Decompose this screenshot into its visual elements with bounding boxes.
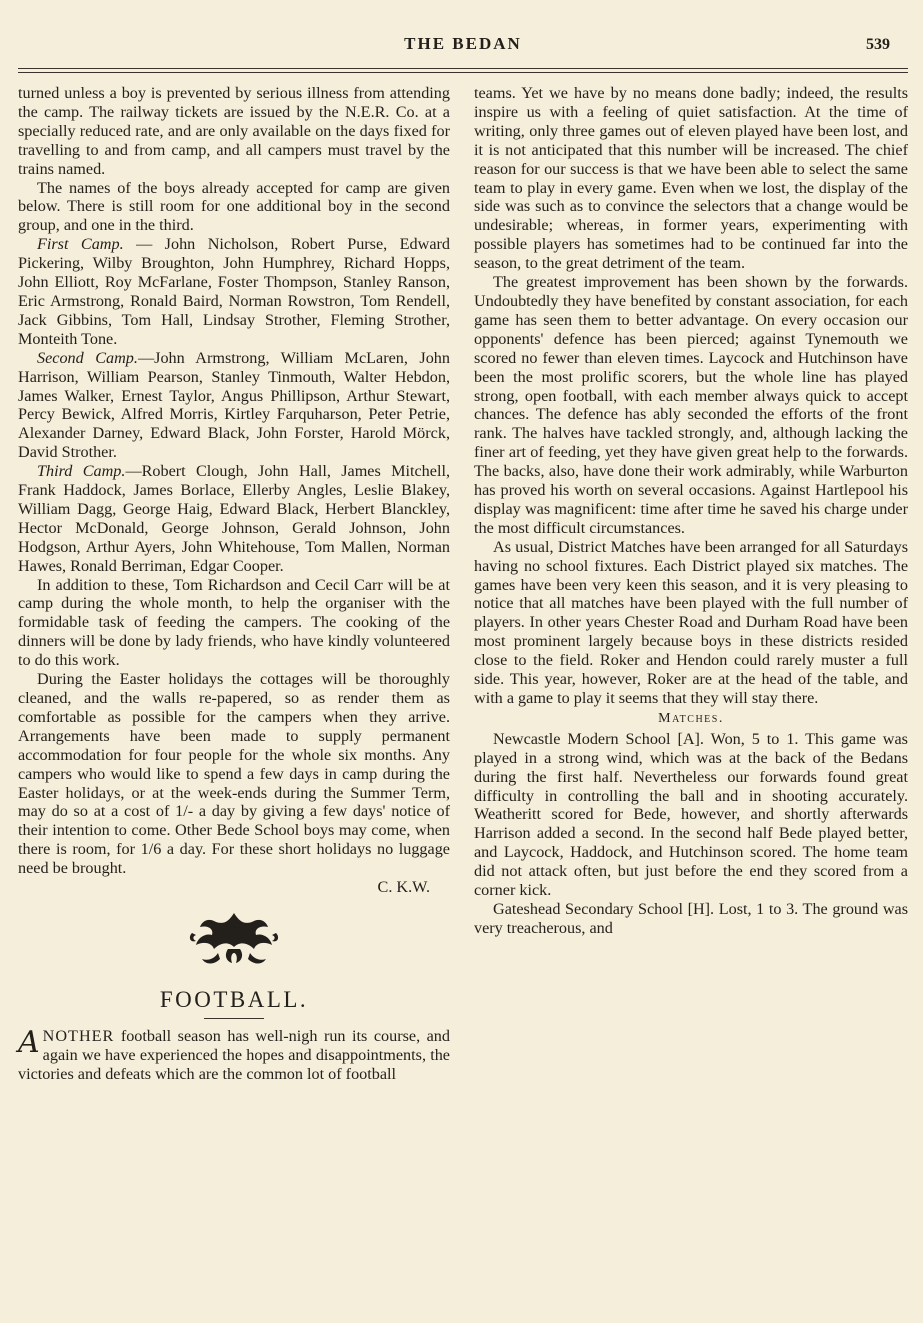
second-camp-names: —John Armstrong, William McLaren, John Harrison, William Pearson, Stanley Tinmouth, Walter Hebdon, James Walker, Ernest Taylor, Angus Phillipson, Arthur Stewart, Percy Bewick, Alfred Morris, Kirtley Farquharson, Peter Petrie, Alexander Darney, Edward Black, John Forster, Harold Mörck, David Strother.	[18, 348, 450, 462]
match-report-gateshead: Gateshead Secondary School [H]. Lost, 1 to 3. The ground was very treacherous, and	[474, 899, 908, 937]
first-camp-names: — John Nicholson, Robert Purse, Edward Pickering, Wilby Broughton, John Humphrey, Richard Hopps, John Elliott, Roy McFarlane, Foster Thompson, Stanley Ranson, Eric Armstrong, Ronald Baird, Norman Rowstron, Tom Rendell, Jack Gibbins, Tom Hall, Lindsay Strother, Fleming Strother, Monteith Tone.	[18, 235, 450, 348]
forwards-paragraph: The greatest improvement has been shown by the forwards. Undoubtedly they have benefited by constant association, for each game has seen them to better advantage. On every occasion our opponents' defence has been pierced; against Tynemouth we scored no fewer than eleven times. Laycock and Hutchinson have been the most prolific scorers, but the whole line has played strong, open football, with each member always quick to accept chances. The defence has ably seconded the efforts of the front rank. The halves have tackled strongly, and, although lacking the finer art of feeding, yet they have given great help to the forwards. The backs, also, have done their work admirably, while Warburton has proved his worth on several occasions. Against Hartlepool his display was magnificent: time after time he saved his charge under the most difficult circumstances.	[474, 273, 908, 537]
running-title: THE BEDAN	[404, 34, 522, 53]
football-paragraph-continued: teams. Yet we have by no means done badly; indeed, the results inspire us with a feeling of quiet satisfaction. At the time of writing, only three games out of eleven played have been lost, and it is not anticipated that this number will be increased. The chief reason for our success is that we have been able to select the same team to play in every game. Even when we lost, the display of the side was such as to convince the selectors that a change would be undesirable; whereas, in former years, experimenting with possible players has sometimes had to be continued far into the season, to the great detriment of the team.	[474, 84, 908, 273]
third-camp-names: —Robert Clough, John Hall, James Mitchell, Frank Haddock, James Borlace, Ellerby Angles, Leslie Blakey, William Dagg, George Haig, Edward Black, Herbert Blanckley, Hector McDonald, George Johnson, Gerald Johnson, John Hodgson, Arthur Ayers, John Whitehouse, Tom Mallen, Norman Hawes, Ronald Berriman, Edgar Cooper.	[18, 462, 450, 575]
football-intro-text: football season has well-nigh run its course, and again we have experienced the hopes and disappointments, the victories and defeats which are the common lot of football	[18, 1026, 450, 1083]
page-number: 539	[866, 36, 890, 53]
author-initials: C. K.W.	[377, 878, 430, 897]
section-rule	[204, 1018, 264, 1019]
drop-cap: A	[18, 1024, 40, 1060]
football-section-heading: FOOTBALL.	[159, 986, 309, 1012]
third-camp-label: Third Camp.	[37, 462, 126, 481]
header-rule-thin	[18, 72, 908, 73]
second-camp-label: Second Camp.	[37, 348, 138, 367]
matches-heading: Matches.	[658, 710, 724, 726]
football-intro-paragraph	[18, 1024, 450, 1084]
first-camp-list	[18, 235, 450, 348]
district-matches-paragraph: As usual, District Matches have been arranged for all Saturdays having no school fixtures. Each District played six matches. The games have been very keen this season, and it is very pleasing to notice that all matches have been played with the full number of players. In other years Chester Road and Durham Road have been most prominent largely because boys in these districts resided close to the field. Roker and Hendon could rarely muster a full side. This year, however, Roker are at the head of the table, and with a game to play it seems that they will stay there.	[474, 537, 908, 707]
header-rule	[18, 68, 908, 69]
second-camp-list	[18, 349, 450, 462]
football-first-word: NOTHER	[42, 1026, 115, 1045]
first-camp-label: First Camp.	[37, 235, 124, 254]
decorative-flourish-icon	[184, 903, 284, 973]
camp-names-intro: The names of the boys already accepted for camp are given below. There is still room for one additional boy in the second group, and one in the third.	[18, 178, 450, 235]
right-column	[474, 84, 908, 938]
left-column	[18, 84, 450, 1084]
camp-paragraph-continued: turned unless a boy is prevented by serious illness from attending the camp. The railway tickets are issued by the N.E.R. Co. at a specially reduced rate, and are only available on the days fixed for travelling to and from camp, and all campers must travel by the trains named.	[18, 84, 450, 178]
page-header	[18, 30, 908, 70]
third-camp-list	[18, 462, 450, 575]
match-report-newcastle: Newcastle Modern School [A]. Won, 5 to 1. This game was played in a strong wind, which was at the back of the Bedans during the first half. Nevertheless our forwards found great difficulty in controlling the ball and in shooting accurately. Weatheritt scored for Bede, however, and shortly afterwards Harrison added a second. In the second half Bede played better, and Laycock, Haddock, and Hutchinson scored. The home team did not attack often, but just before the end they scored from a corner kick.	[474, 729, 908, 900]
camp-helpers-paragraph: In addition to these, Tom Richardson and Cecil Carr will be at camp during the whole month, to help the organiser with the formidable task of feeding the campers. The cooking of the dinners will be done by lady friends, who have kindly volunteered to do this work.	[18, 575, 450, 670]
easter-holidays-paragraph: During the Easter holidays the cottages will be thoroughly cleaned, and the walls re-papered, so as render them as comfortable as possible for the campers when they arrive. Arrangements have been made to supply permanent accommodation for four people for the whole six months. Any campers who would like to spend a few days in camp during the Easter holidays, or at the week-ends during the Summer Term, may do so at a cost of 1/- a day by giving a few days' notice of their intention to come. Other Bede School boys may come, when there is room, for 1/6 a day. For these short holidays no luggage need be brought.	[18, 670, 450, 878]
ornament	[18, 903, 450, 983]
